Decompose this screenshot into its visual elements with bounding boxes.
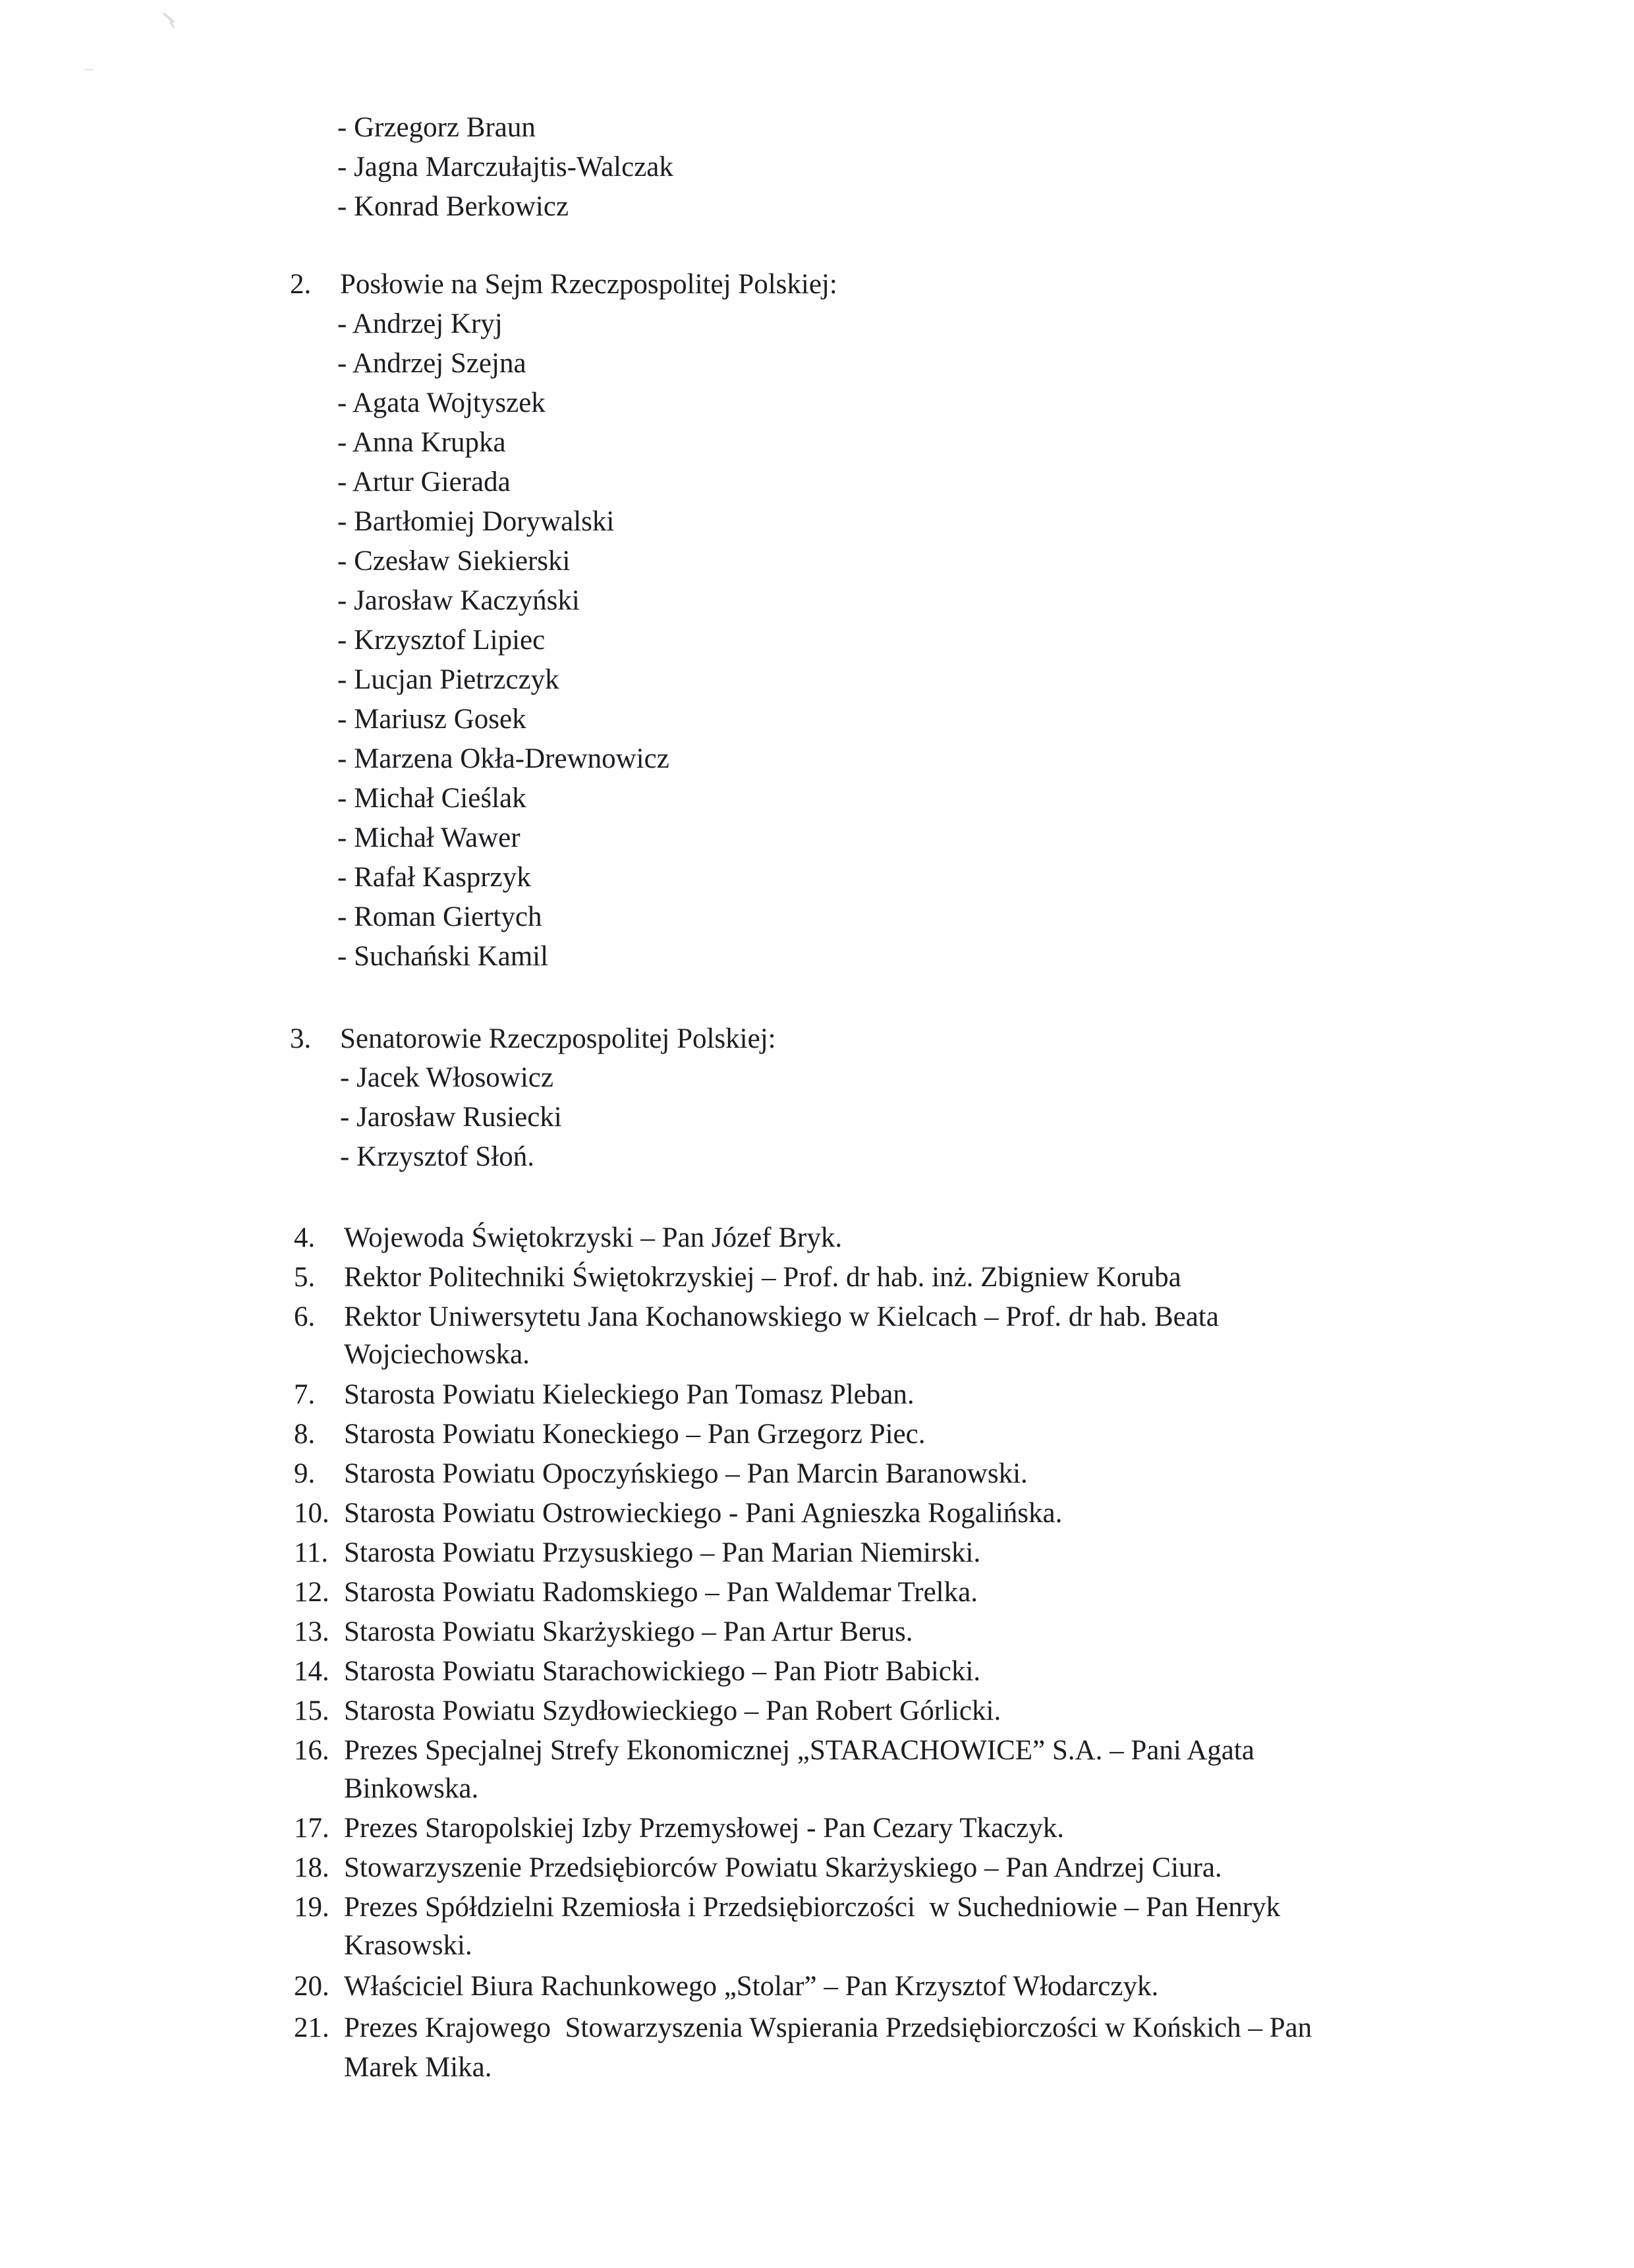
- list-item: - Michał Cieślak: [337, 783, 526, 814]
- list-item: - Jacek Włosowicz: [340, 1062, 553, 1093]
- list-item: - Czesław Siekierski: [337, 546, 571, 577]
- list-item: - Roman Giertych: [337, 901, 542, 932]
- list-item: Starosta Powiatu Opoczyńskiego – Pan Marcin Baranowski.: [344, 1458, 1028, 1489]
- list-item: - Suchański Kamil: [337, 941, 549, 972]
- list-item: Starosta Powiatu Koneckiego – Pan Grzegorz Piec.: [344, 1419, 926, 1450]
- list-item: - Artur Gierada: [337, 467, 511, 497]
- list-item: - Lucjan Pietrzczyk: [337, 664, 559, 695]
- list-item: Starosta Powiatu Starachowickiego – Pan Piotr Babicki.: [344, 1656, 981, 1687]
- section-heading: Senatorowie Rzeczpospolitej Polskiej:: [340, 1023, 776, 1054]
- item-number: 18.: [294, 1852, 329, 1883]
- item-number: 12.: [294, 1577, 329, 1608]
- item-number: 19.: [294, 1892, 329, 1923]
- list-item: - Jarosław Rusiecki: [340, 1102, 562, 1133]
- item-number: 13.: [294, 1616, 329, 1647]
- item-number: 14.: [294, 1656, 329, 1687]
- item-number: 20.: [294, 1971, 329, 2002]
- list-item: - Grzegorz Braun: [337, 112, 536, 143]
- list-item: - Konrad Berkowicz: [337, 191, 569, 222]
- item-number: 8.: [294, 1419, 316, 1450]
- item-number: 11.: [294, 1537, 329, 1568]
- list-item: Starosta Powiatu Skarżyskiego – Pan Artur Berus.: [344, 1616, 913, 1647]
- section-number: 2.: [290, 269, 312, 300]
- list-item: - Rafał Kasprzyk: [337, 862, 531, 893]
- section-heading: Posłowie na Sejm Rzeczpospolitej Polskiej:: [340, 269, 837, 300]
- list-item: Prezes Staropolskiej Izby Przemysłowej - Pan Cezary Tkaczyk.: [344, 1813, 1064, 1844]
- list-item: - Jarosław Kaczyński: [337, 585, 580, 616]
- list-item: - Agata Wojtyszek: [337, 387, 546, 418]
- list-item: Prezes Spółdzielni Rzemiosła i Przedsiębiorczości w Suchedniowie – Pan Henryk: [344, 1892, 1281, 1923]
- list-item: Stowarzyszenie Przedsiębiorców Powiatu Skarżyskiego – Pan Andrzej Ciura.: [344, 1852, 1222, 1883]
- list-item: - Marzena Okła-Drewnowicz: [337, 743, 669, 774]
- list-item-continuation: Wojciechowska.: [344, 1339, 530, 1370]
- list-item: Prezes Krajowego Stowarzyszenia Wspierania Przedsiębiorczości w Końskich – Pan: [344, 2012, 1312, 2043]
- list-item: - Mariusz Gosek: [337, 704, 526, 735]
- list-item: Wojewoda Świętokrzyski – Pan Józef Bryk.: [344, 1222, 843, 1253]
- list-item-continuation: Binkowska.: [344, 1773, 479, 1804]
- list-item: - Andrzej Szejna: [337, 348, 526, 379]
- item-number: 4.: [294, 1222, 316, 1253]
- item-number: 6.: [294, 1301, 316, 1332]
- list-item: Starosta Powiatu Kieleckiego Pan Tomasz Pleban.: [344, 1379, 915, 1410]
- list-item: Rektor Uniwersytetu Jana Kochanowskiego w Kielcach – Prof. dr hab. Beata: [344, 1301, 1219, 1332]
- item-number: 21.: [294, 2012, 329, 2043]
- list-item: - Krzysztof Słoń.: [340, 1141, 534, 1172]
- item-number: 16.: [294, 1735, 329, 1766]
- list-item: - Michał Wawer: [337, 822, 521, 853]
- list-item: Rektor Politechniki Świętokrzyskiej – Prof. dr hab. inż. Zbigniew Koruba: [344, 1262, 1181, 1293]
- item-number: 17.: [294, 1813, 329, 1844]
- list-item: Starosta Powiatu Ostrowieckiego - Pani Agnieszka Rogalińska.: [344, 1498, 1063, 1529]
- list-item: - Krzysztof Lipiec: [337, 625, 546, 656]
- item-number: 5.: [294, 1262, 316, 1293]
- list-item-continuation: Krasowski.: [344, 1930, 472, 1961]
- list-item: Starosta Powiatu Radomskiego – Pan Waldemar Trelka.: [344, 1577, 978, 1608]
- list-item: Starosta Powiatu Przysuskiego – Pan Marian Niemirski.: [344, 1537, 981, 1568]
- item-number: 7.: [294, 1379, 316, 1410]
- scan-artifact: [84, 69, 94, 71]
- item-number: 15.: [294, 1695, 329, 1726]
- list-item: - Andrzej Kryj: [337, 308, 503, 339]
- item-number: 10.: [294, 1498, 329, 1529]
- item-number: 9.: [294, 1458, 316, 1489]
- list-item: Starosta Powiatu Szydłowieckiego – Pan Robert Górlicki.: [344, 1695, 1001, 1726]
- section-number: 3.: [290, 1023, 312, 1054]
- list-item: Prezes Specjalnej Strefy Ekonomicznej „STARACHOWICE” S.A. – Pani Agata: [344, 1735, 1254, 1766]
- list-item: - Anna Krupka: [337, 427, 506, 458]
- list-item: - Jagna Marczułajtis-Walczak: [337, 152, 673, 183]
- list-item-continuation: Marek Mika.: [344, 2052, 492, 2083]
- list-item: - Bartłomiej Dorywalski: [337, 506, 615, 537]
- list-item: Właściciel Biura Rachunkowego „Stolar” – Pan Krzysztof Włodarczyk.: [344, 1971, 1159, 2002]
